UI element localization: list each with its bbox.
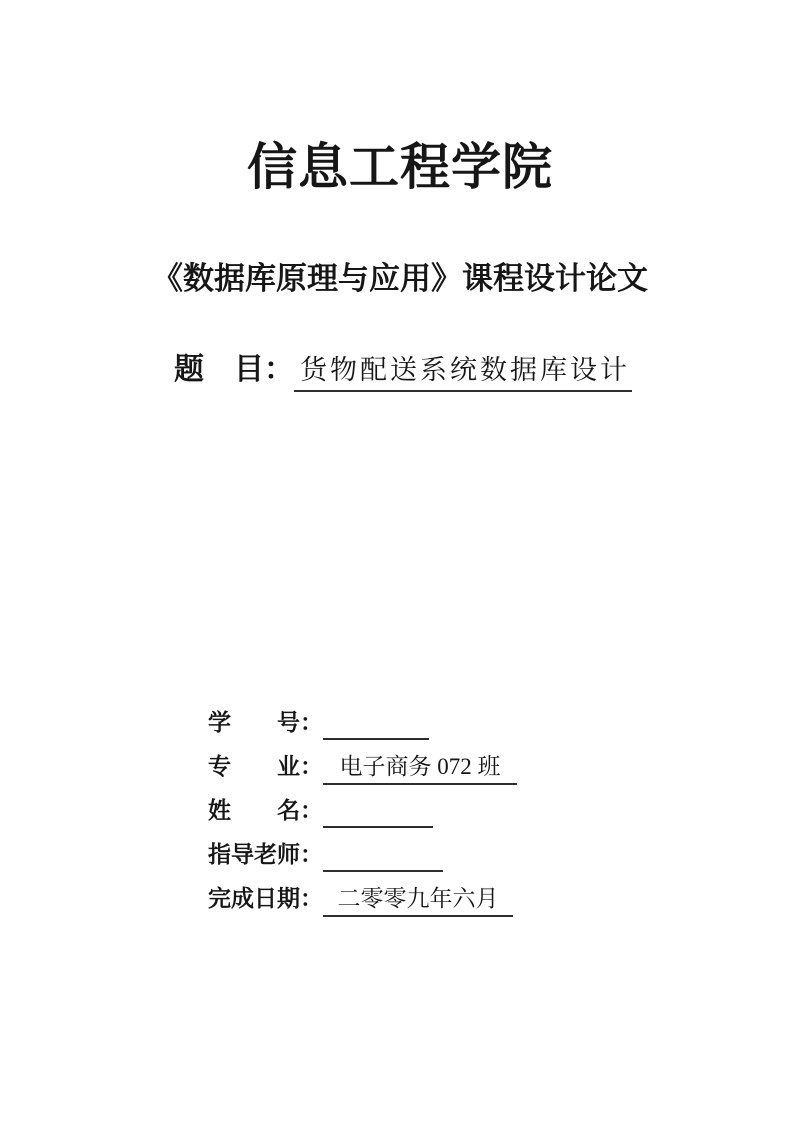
form-row-completion-date	[208, 880, 517, 924]
form-row-advisor	[208, 836, 517, 880]
student-id-value-line	[323, 710, 429, 740]
info-form	[208, 704, 517, 924]
form-row-student-name	[208, 792, 517, 836]
title-field	[174, 344, 632, 392]
completion-date-value-line: 二零零九年六月	[323, 880, 513, 917]
major-label: 专 业：	[208, 753, 323, 779]
title-field-value: 货物配送系统数据库设计	[294, 348, 632, 392]
major-value-line: 电子商务 072 班	[323, 748, 517, 785]
advisor-label: 指导老师：	[208, 841, 323, 867]
completion-date-label: 完成日期：	[208, 885, 323, 911]
college-title: 信息工程学院	[247, 139, 553, 195]
student-name-value-line	[323, 798, 433, 828]
course-paper-subtitle: 《数据库原理与应用》课程设计论文	[152, 261, 648, 296]
title-field-label: 题 目：	[174, 353, 294, 386]
form-row-major	[208, 748, 517, 792]
advisor-value-line	[323, 842, 443, 872]
student-id-label: 学 号：	[208, 709, 323, 735]
student-name-label: 姓 名：	[208, 797, 323, 823]
form-row-student-id	[208, 704, 517, 748]
